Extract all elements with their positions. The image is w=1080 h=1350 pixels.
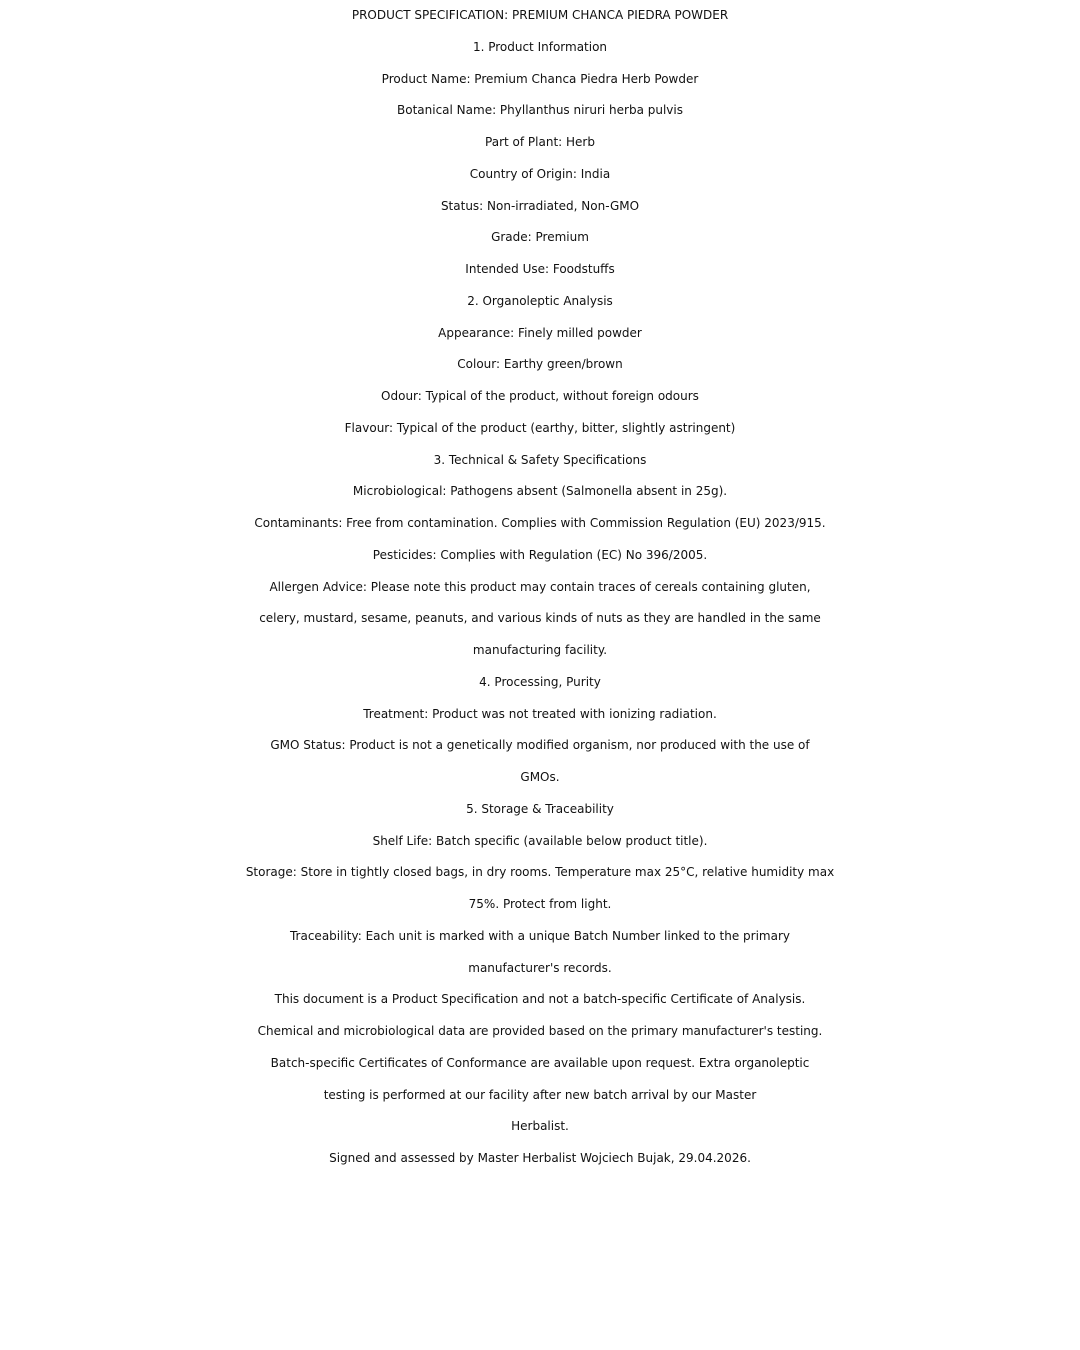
- traceability-line-2: manufacturer's records.: [468, 960, 612, 975]
- odour: Odour: Typical of the product, without foreign odours: [381, 389, 699, 403]
- flavour: Flavour: Typical of the product (earthy, bitter, slightly astringent): [344, 420, 736, 435]
- treatment: Treatment: Product was not treated with ionizing radiation.: [363, 706, 717, 721]
- traceability-line-1: Traceability: Each unit is marked with a unique Batch Number linked to the primary: [289, 928, 790, 943]
- allergen-advice-line-3: manufacturing facility.: [472, 643, 608, 657]
- gmo-status-line-2: GMOs.: [520, 770, 560, 784]
- section-heading-organoleptic-analysis: 2. Organoleptic Analysis: [467, 293, 613, 308]
- gmo-status-line-1: GMO Status: Product is not a genetically modified organism, nor produced with the use of: [270, 738, 810, 753]
- document-title: PRODUCT SPECIFICATION: PREMIUM CHANCA PIEDRA POWDER: [351, 8, 729, 22]
- pesticides: Pesticides: Complies with Regulation (EC) No 396/2005.: [372, 547, 708, 562]
- botanical-name: Botanical Name: Phyllanthus niruri herba pulvis: [397, 103, 683, 118]
- contaminants: Contaminants: Free from contamination. Complies with Commission Regulation (EU) 2023/915.: [254, 516, 826, 530]
- grade: Grade: Premium: [491, 230, 589, 245]
- section-heading-processing-purity: 4. Processing, Purity: [479, 674, 601, 689]
- signature-line: Signed and assessed by Master Herbalist Wojciech Bujak, 29.04.2026.: [329, 1151, 751, 1165]
- intended-use: Intended Use: Foodstuffs: [465, 262, 615, 276]
- disclaimer-line-5: Herbalist.: [511, 1119, 569, 1134]
- section-heading-storage-traceability: 5. Storage & Traceability: [466, 801, 614, 816]
- country-of-origin: Country of Origin: India: [469, 166, 611, 181]
- microbiological: Microbiological: Pathogens absent (Salmonella absent in 25g).: [352, 484, 728, 499]
- colour: Colour: Earthy green/brown: [457, 357, 623, 372]
- allergen-advice-line-1: Allergen Advice: Please note this product may contain traces of cereals containing gluten,: [269, 579, 811, 594]
- disclaimer-line-3: Batch-specific Certificates of Conformance are available upon request. Extra organoleptic: [270, 1055, 810, 1070]
- disclaimer-line-1: This document is a Product Specification and not a batch-specific Certificate of Analysis.: [274, 992, 806, 1007]
- part-of-plant: Part of Plant: Herb: [485, 135, 595, 149]
- product-name: Product Name: Premium Chanca Piedra Herb Powder: [381, 71, 699, 86]
- status: Status: Non-irradiated, Non-GMO: [440, 198, 640, 213]
- appearance: Appearance: Finely milled powder: [438, 325, 642, 340]
- storage-line-2: 75%. Protect from light.: [468, 897, 612, 911]
- storage-line-1: Storage: Store in tightly closed bags, in dry rooms. Temperature max 25°C, relative humidity max: [245, 865, 835, 880]
- section-heading-technical-safety: 3. Technical & Safety Specifications: [433, 452, 647, 467]
- shelf-life: Shelf Life: Batch specific (available below product title).: [372, 833, 708, 848]
- disclaimer-line-2: Chemical and microbiological data are provided based on the primary manufacturer's testing.: [257, 1024, 823, 1038]
- disclaimer-line-4: testing is performed at our facility after new batch arrival by our Master: [323, 1087, 757, 1102]
- section-heading-product-information: 1. Product Information: [472, 39, 608, 54]
- allergen-advice-line-2: celery, mustard, sesame, peanuts, and various kinds of nuts as they are handled in the same: [259, 611, 821, 626]
